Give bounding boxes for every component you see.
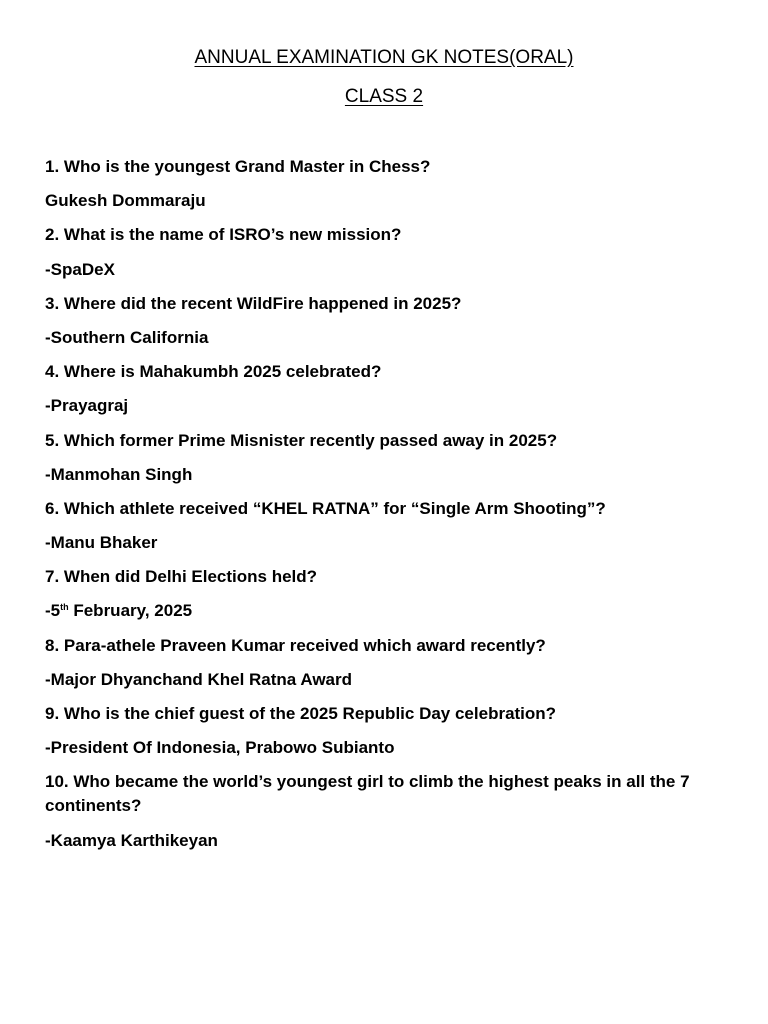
answer-5: -Manmohan Singh — [45, 464, 193, 484]
question-4: 4. Where is Mahakumbh 2025 celebrated? — [45, 362, 382, 382]
answer-9: -President Of Indonesia, Prabowo Subianto — [45, 738, 395, 758]
question-3: 3. Where did the recent WildFire happened in 2025? — [45, 293, 462, 313]
answer-7-suffix: February, 2025 — [68, 601, 193, 621]
answer-2: -SpaDeX — [45, 259, 115, 279]
answer-7 — [45, 599, 735, 623]
answer-10: -Kaamya Karthikeyan — [45, 830, 218, 850]
question-9: 9. Who is the chief guest of the 2025 Republic Day celebration? — [45, 704, 557, 723]
question-6: 6. Which athlete received “KHEL RATNA” for “Single Arm Shooting”? — [45, 498, 606, 518]
question-1: 1. Who is the youngest Grand Master in Chess? — [45, 157, 431, 176]
answer-1: Gukesh Dommaraju — [45, 191, 206, 211]
answer-7-superscript: th — [60, 602, 69, 613]
answer-3: -Southern California — [45, 327, 209, 347]
question-5: 5. Which former Prime Misnister recently passed away in 2025? — [45, 430, 558, 450]
answer-6: -Manu Bhaker — [45, 533, 158, 553]
qa-list — [45, 155, 735, 863]
answer-8: -Major Dhyanchand Khel Ratna Award — [45, 669, 352, 689]
question-10: 10. Who became the world’s youngest girl to climb the highest peaks in all the 7 continents? — [45, 772, 690, 816]
document-subtitle: CLASS 2 — [344, 86, 424, 107]
question-8: 8. Para-athele Praveen Kumar received which award recently? — [45, 635, 546, 655]
question-7: 7. When did Delhi Elections held? — [45, 567, 318, 587]
document-title: ANNUAL EXAMINATION GK NOTES(ORAL) — [194, 47, 574, 68]
answer-7-prefix: -5 — [45, 601, 61, 621]
answer-4: -Prayagraj — [45, 396, 129, 416]
question-2: 2. What is the name of ISRO’s new mission? — [45, 225, 402, 245]
